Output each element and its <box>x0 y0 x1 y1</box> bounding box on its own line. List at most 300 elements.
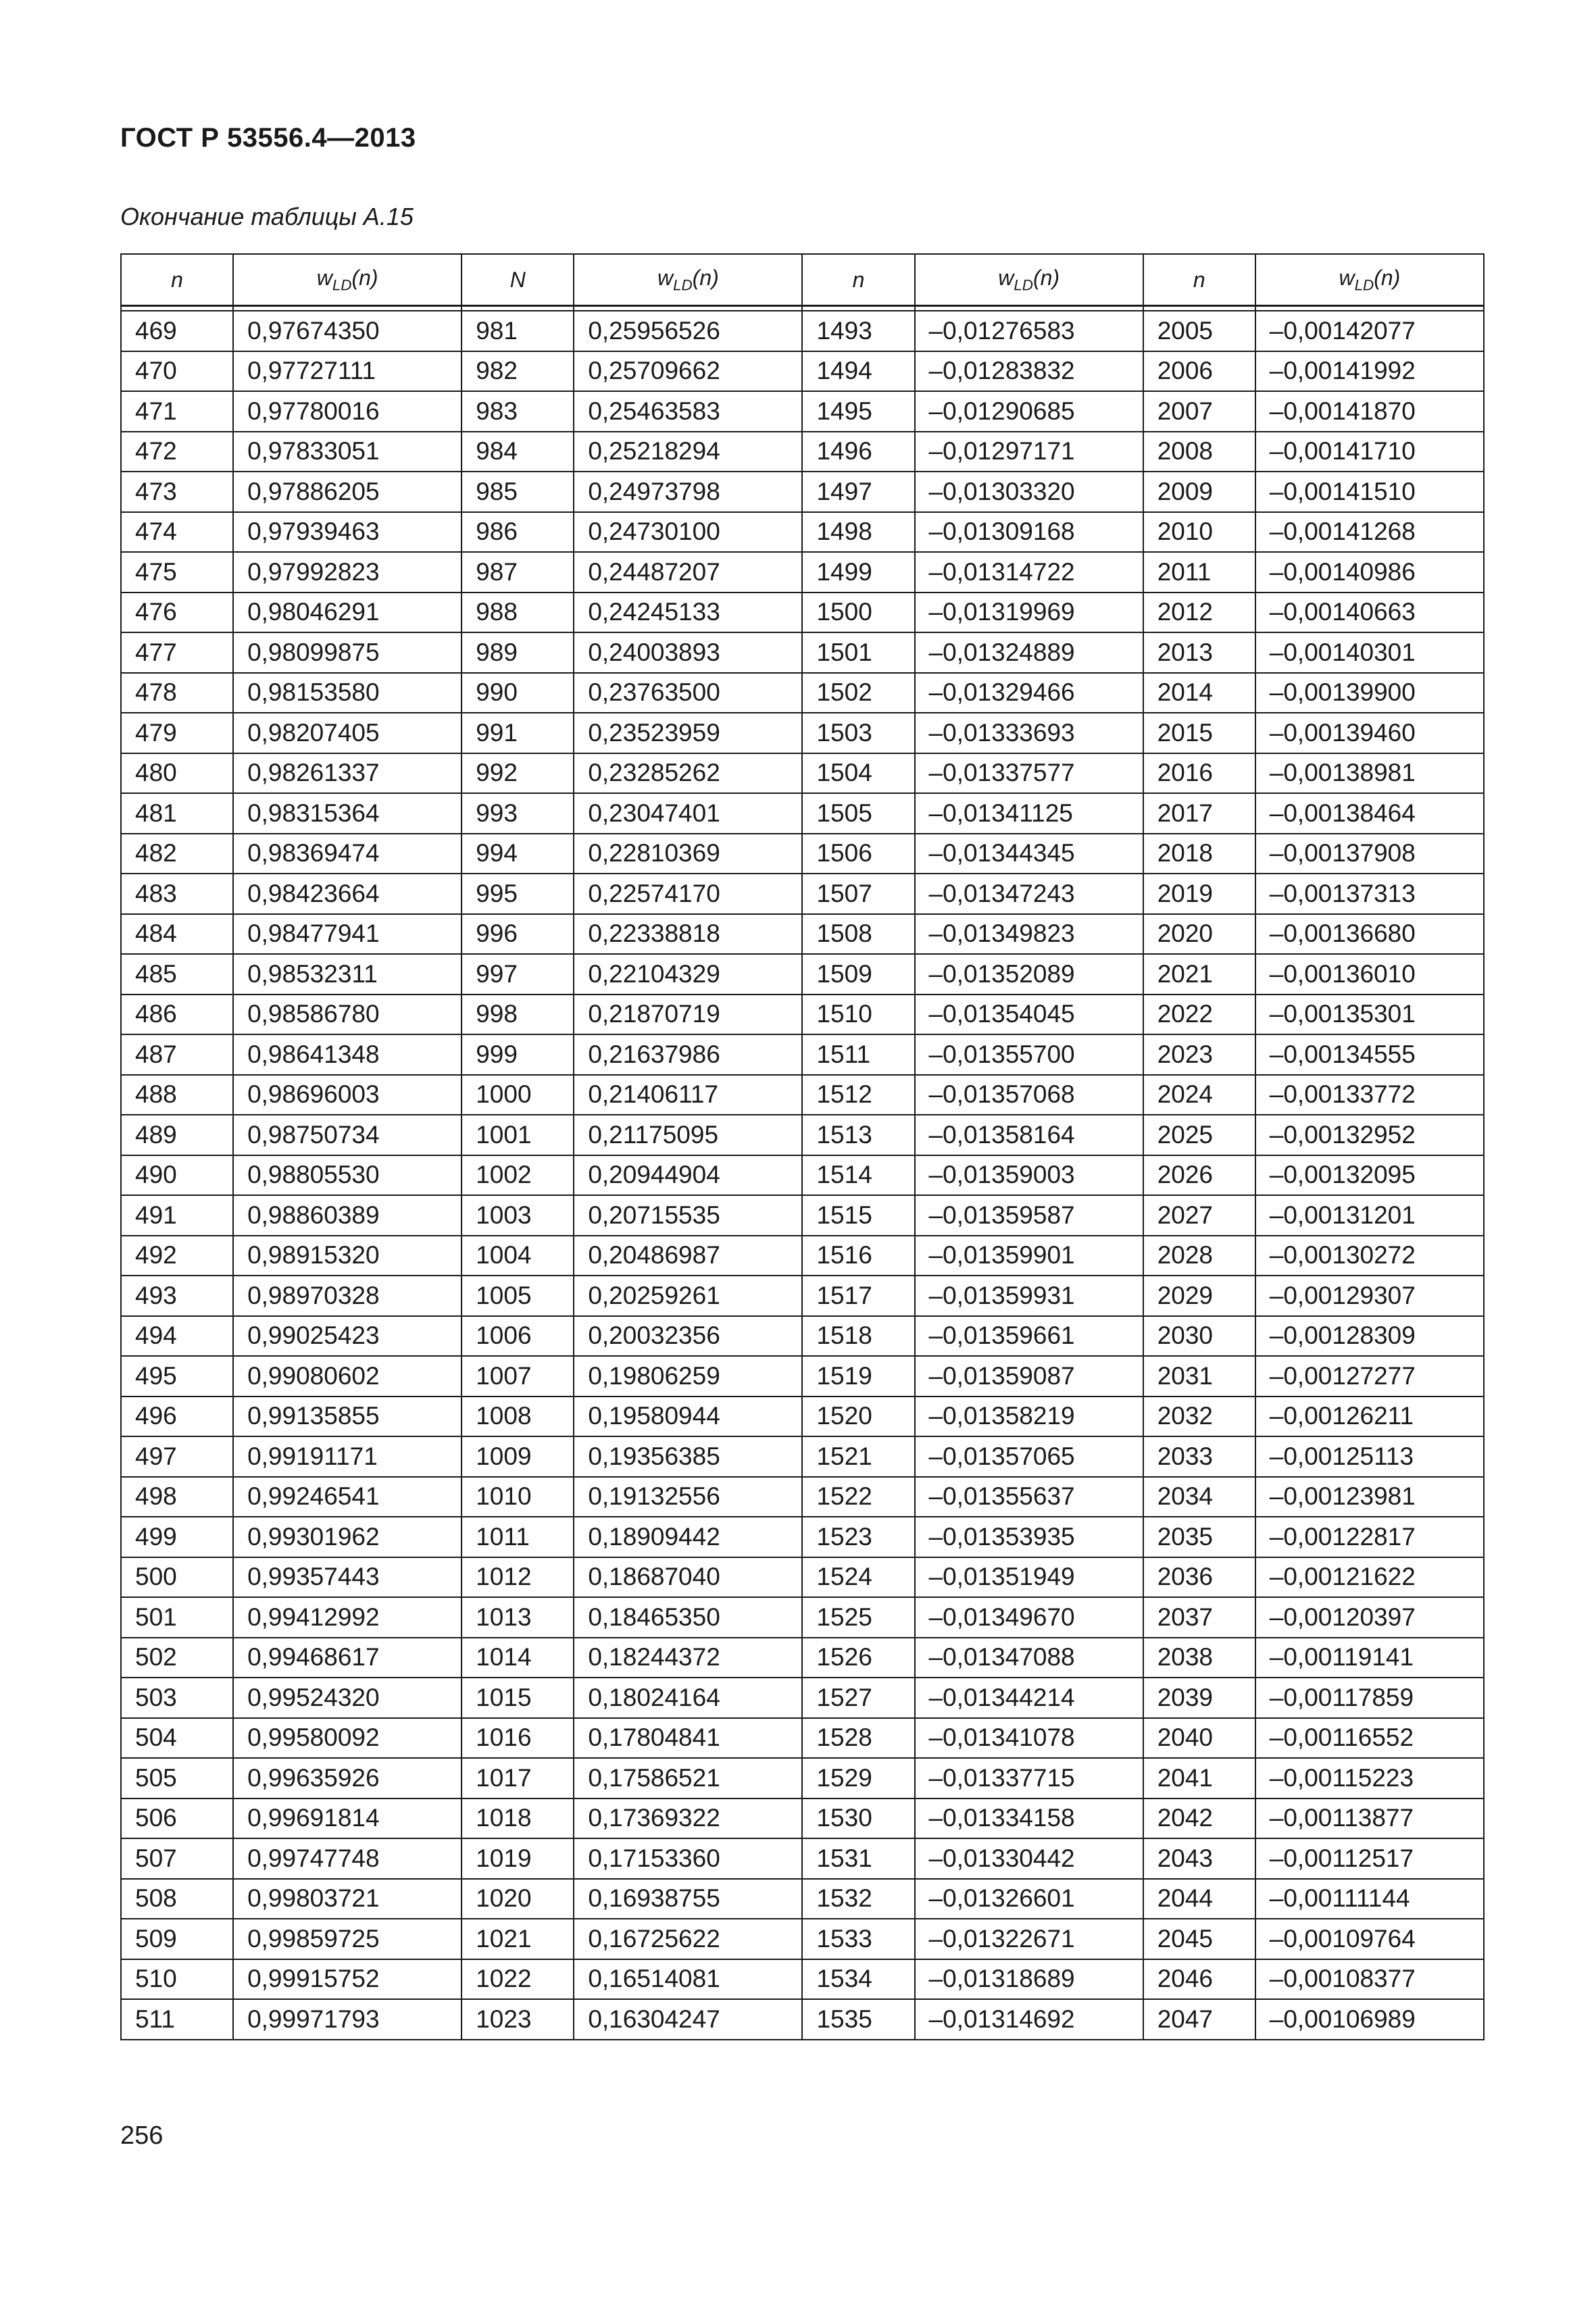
table-cell: 0,23285262 <box>574 753 802 794</box>
table-cell: 499 <box>121 1517 233 1557</box>
table-cell: 0,24973798 <box>574 472 802 512</box>
table-cell: 1008 <box>462 1397 574 1437</box>
table-cell: 1519 <box>802 1356 914 1397</box>
table-row <box>121 1799 1484 1839</box>
table-cell: 0,99580092 <box>233 1718 462 1759</box>
table-cell: 2023 <box>1143 1034 1255 1075</box>
table-cell: 995 <box>462 874 574 914</box>
column-header <box>1255 254 1484 306</box>
table-cell: 996 <box>462 914 574 955</box>
table-cell: –0,00141992 <box>1255 351 1484 392</box>
table-cell: –0,00134555 <box>1255 1034 1484 1075</box>
table-cell: 0,25709662 <box>574 351 802 392</box>
table-cell: 0,98315364 <box>233 793 462 834</box>
table-cell: 0,97727111 <box>233 351 462 392</box>
table-cell: 2040 <box>1143 1718 1255 1759</box>
table-cell: 1021 <box>462 1919 574 1959</box>
table-cell: 1530 <box>802 1799 914 1839</box>
column-header <box>574 254 802 306</box>
table-cell: –0,00131201 <box>1255 1195 1484 1236</box>
table-cell: 989 <box>462 632 574 673</box>
table-cell: 2044 <box>1143 1879 1255 1919</box>
table-cell: 0,19356385 <box>574 1436 802 1477</box>
table-cell: 495 <box>121 1356 233 1397</box>
table-cell: 492 <box>121 1236 233 1276</box>
table-cell: 0,99971793 <box>233 1999 462 2040</box>
table-cell: 2011 <box>1143 552 1255 593</box>
table-cell: 0,99859725 <box>233 1919 462 1959</box>
table-row <box>121 1758 1484 1799</box>
table-cell: 469 <box>121 311 233 351</box>
table-cell: –0,00129307 <box>1255 1276 1484 1316</box>
table-cell: 486 <box>121 995 233 1035</box>
table-cell: –0,01341125 <box>915 793 1143 834</box>
table-cell: 0,99915752 <box>233 1959 462 2000</box>
table-cell: 0,23763500 <box>574 673 802 713</box>
table-cell: 1499 <box>802 552 914 593</box>
table-cell: –0,01318689 <box>915 1959 1143 2000</box>
table-cell: –0,01297171 <box>915 432 1143 472</box>
table-cell: –0,01322671 <box>915 1919 1143 1959</box>
table-cell: 0,20944904 <box>574 1155 802 1196</box>
table-cell: 0,99747748 <box>233 1838 462 1879</box>
table-cell: 981 <box>462 311 574 351</box>
table-cell: 1019 <box>462 1838 574 1879</box>
table-cell: –0,00112517 <box>1255 1838 1484 1879</box>
table-cell: 985 <box>462 472 574 512</box>
column-header-label: w <box>1339 265 1355 290</box>
table-cell: 1018 <box>462 1799 574 1839</box>
table-row <box>121 1115 1484 1155</box>
table-row <box>121 1316 1484 1357</box>
table-cell: 2015 <box>1143 713 1255 753</box>
table-row <box>121 1276 1484 1316</box>
table-row <box>121 593 1484 633</box>
table-row <box>121 391 1484 432</box>
table-cell: 501 <box>121 1597 233 1638</box>
table-cell: –0,00135301 <box>1255 995 1484 1035</box>
table-cell: 2014 <box>1143 673 1255 713</box>
table-cell: –0,00117859 <box>1255 1678 1484 1718</box>
table-cell: 0,20032356 <box>574 1316 802 1357</box>
table-cell: 2043 <box>1143 1838 1255 1879</box>
table-row <box>121 834 1484 874</box>
table-cell: 990 <box>462 673 574 713</box>
table-cell: 482 <box>121 834 233 874</box>
table-row <box>121 1959 1484 2000</box>
table-cell: 0,25956526 <box>574 311 802 351</box>
table-cell: 1506 <box>802 834 914 874</box>
column-header-label: w <box>998 265 1014 290</box>
table-cell: 2031 <box>1143 1356 1255 1397</box>
table-cell: 1508 <box>802 914 914 955</box>
table-cell: 0,20486987 <box>574 1236 802 1276</box>
table-cell: –0,01283832 <box>915 351 1143 392</box>
table-cell: 476 <box>121 593 233 633</box>
table-row <box>121 512 1484 553</box>
table-row <box>121 1034 1484 1075</box>
table-cell: 2038 <box>1143 1638 1255 1678</box>
table-cell: 0,98532311 <box>233 954 462 995</box>
table-cell: –0,01347088 <box>915 1638 1143 1678</box>
table-cell: 0,98641348 <box>233 1034 462 1075</box>
table-cell: 2033 <box>1143 1436 1255 1477</box>
table-cell: 1013 <box>462 1597 574 1638</box>
table-cell: –0,01357065 <box>915 1436 1143 1477</box>
table-cell: 0,97674350 <box>233 311 462 351</box>
table-cell: 1529 <box>802 1758 914 1799</box>
table-cell: 475 <box>121 552 233 593</box>
table-cell: –0,00141870 <box>1255 391 1484 432</box>
table-row <box>121 1557 1484 1598</box>
table-cell: –0,01357068 <box>915 1075 1143 1115</box>
table-cell: 0,24487207 <box>574 552 802 593</box>
table-cell: –0,00125113 <box>1255 1436 1484 1477</box>
table-cell: 0,99246541 <box>233 1477 462 1517</box>
table-cell: 0,24003893 <box>574 632 802 673</box>
table-cell: 988 <box>462 593 574 633</box>
column-header <box>802 254 914 306</box>
column-header <box>233 254 462 306</box>
table-cell: –0,00133772 <box>1255 1075 1484 1115</box>
table-row <box>121 914 1484 955</box>
table-cell: 0,17153360 <box>574 1838 802 1879</box>
table-cell: 2035 <box>1143 1517 1255 1557</box>
table-cell: 1004 <box>462 1236 574 1276</box>
table-cell: 0,99357443 <box>233 1557 462 1598</box>
column-header <box>462 254 574 306</box>
table-cell: 984 <box>462 432 574 472</box>
table-cell: 0,98915320 <box>233 1236 462 1276</box>
table-cell: 1525 <box>802 1597 914 1638</box>
table-cell: 1513 <box>802 1115 914 1155</box>
table-cell: 1501 <box>802 632 914 673</box>
table-cell: 1006 <box>462 1316 574 1357</box>
table-cell: 2046 <box>1143 1959 1255 2000</box>
column-header-label: N <box>509 267 526 292</box>
table-cell: 0,22104329 <box>574 954 802 995</box>
table-cell: –0,00141510 <box>1255 472 1484 512</box>
table-cell: 1514 <box>802 1155 914 1196</box>
column-header-label: w <box>316 265 332 290</box>
table-cell: 493 <box>121 1276 233 1316</box>
table-cell: –0,00132095 <box>1255 1155 1484 1196</box>
table-cell: 503 <box>121 1678 233 1718</box>
table-cell: 478 <box>121 673 233 713</box>
table-cell: 0,98586780 <box>233 995 462 1035</box>
table-cell: 0,98153580 <box>233 673 462 713</box>
table-cell: –0,01319969 <box>915 593 1143 633</box>
table-cell: 0,98261337 <box>233 753 462 794</box>
table-cell: 1012 <box>462 1557 574 1598</box>
table-row <box>121 472 1484 512</box>
table-cell: 504 <box>121 1718 233 1759</box>
table-cell: 0,18244372 <box>574 1638 802 1678</box>
table-cell: 993 <box>462 793 574 834</box>
table-cell: 483 <box>121 874 233 914</box>
document-header: ГОСТ Р 53556.4—2013 <box>120 123 416 153</box>
table-row <box>121 995 1484 1035</box>
table-body <box>121 311 1484 2040</box>
table-cell: –0,00140986 <box>1255 552 1484 593</box>
table-cell: 487 <box>121 1034 233 1075</box>
table-cell: 0,97780016 <box>233 391 462 432</box>
table-cell: 1002 <box>462 1155 574 1196</box>
table-caption: Окончание таблицы А.15 <box>120 203 414 230</box>
table-cell: 2016 <box>1143 753 1255 794</box>
table-cell: 484 <box>121 914 233 955</box>
table-cell: 508 <box>121 1879 233 1919</box>
column-header <box>915 254 1143 306</box>
table-cell: –0,01358219 <box>915 1397 1143 1437</box>
table-cell: –0,01347243 <box>915 874 1143 914</box>
table-cell: 1531 <box>802 1838 914 1879</box>
table-cell: 1503 <box>802 713 914 753</box>
table-row <box>121 1477 1484 1517</box>
table-cell: 498 <box>121 1477 233 1517</box>
table-row <box>121 673 1484 713</box>
table-cell: –0,00122817 <box>1255 1517 1484 1557</box>
table-cell: 0,20715535 <box>574 1195 802 1236</box>
table-cell: 1007 <box>462 1356 574 1397</box>
column-header-label: n <box>171 267 183 292</box>
table-cell: 1528 <box>802 1718 914 1759</box>
table-cell: 0,19132556 <box>574 1477 802 1517</box>
table-cell: –0,00108377 <box>1255 1959 1484 2000</box>
table-cell: 1017 <box>462 1758 574 1799</box>
table-cell: 1532 <box>802 1879 914 1919</box>
table-cell: 1511 <box>802 1034 914 1075</box>
table-cell: 1510 <box>802 995 914 1035</box>
table-row <box>121 1678 1484 1718</box>
table-row <box>121 1517 1484 1557</box>
table-cell: 1020 <box>462 1879 574 1919</box>
column-header-subscript: LD <box>332 276 352 294</box>
column-header-subscript: LD <box>1354 276 1374 294</box>
table-cell: 0,21175095 <box>574 1115 802 1155</box>
table-cell: 1015 <box>462 1678 574 1718</box>
table-cell: –0,00137908 <box>1255 834 1484 874</box>
table-cell: –0,01359003 <box>915 1155 1143 1196</box>
table-cell: 0,98970328 <box>233 1276 462 1316</box>
table-cell: –0,01344214 <box>915 1678 1143 1718</box>
table-cell: 986 <box>462 512 574 553</box>
table-cell: 2010 <box>1143 512 1255 553</box>
table-cell: 2047 <box>1143 1999 1255 2040</box>
table-cell: 1496 <box>802 432 914 472</box>
table-cell: 474 <box>121 512 233 553</box>
table-cell: 489 <box>121 1115 233 1155</box>
table-cell: –0,01329466 <box>915 673 1143 713</box>
table-cell: –0,00106989 <box>1255 1999 1484 2040</box>
table-row <box>121 552 1484 593</box>
table-cell: 471 <box>121 391 233 432</box>
table-row <box>121 1436 1484 1477</box>
table-cell: 1523 <box>802 1517 914 1557</box>
table-cell: 2013 <box>1143 632 1255 673</box>
table-cell: 473 <box>121 472 233 512</box>
column-header-label: w <box>657 265 674 290</box>
table-cell: 0,98369474 <box>233 834 462 874</box>
table-cell: 0,98046291 <box>233 593 462 633</box>
column-header-label: n <box>1193 267 1205 292</box>
table-cell: 0,22338818 <box>574 914 802 955</box>
table-cell: 470 <box>121 351 233 392</box>
table-cell: 0,99635926 <box>233 1758 462 1799</box>
table-cell: –0,00141268 <box>1255 512 1484 553</box>
table-cell: 0,97886205 <box>233 472 462 512</box>
table-cell: 0,16514081 <box>574 1959 802 2000</box>
table-cell: 0,99691814 <box>233 1799 462 1839</box>
table-cell: –0,01359087 <box>915 1356 1143 1397</box>
column-header-argument: (n) <box>1374 265 1401 290</box>
table-cell: 987 <box>462 552 574 593</box>
table-row <box>121 1597 1484 1638</box>
table-cell: 1494 <box>802 351 914 392</box>
table-cell: 0,98207405 <box>233 713 462 753</box>
table-cell: 1516 <box>802 1236 914 1276</box>
table-row <box>121 311 1484 351</box>
table-cell: –0,01324889 <box>915 632 1143 673</box>
table-cell: –0,00139900 <box>1255 673 1484 713</box>
table-cell: –0,01354045 <box>915 995 1143 1035</box>
table-cell: 1518 <box>802 1316 914 1357</box>
table-cell: 1497 <box>802 472 914 512</box>
table-cell: –0,01333693 <box>915 713 1143 753</box>
column-header-subscript: LD <box>1014 276 1033 294</box>
table-cell: 1505 <box>802 793 914 834</box>
table-cell: –0,00136010 <box>1255 954 1484 995</box>
table-cell: 2019 <box>1143 874 1255 914</box>
table-cell: 2028 <box>1143 1236 1255 1276</box>
table-cell: –0,01326601 <box>915 1879 1143 1919</box>
column-header <box>121 254 233 306</box>
table-cell: 2022 <box>1143 995 1255 1035</box>
table-cell: 0,25463583 <box>574 391 802 432</box>
table-cell: 1515 <box>802 1195 914 1236</box>
table-cell: 0,97939463 <box>233 512 462 553</box>
table-cell: –0,00140301 <box>1255 632 1484 673</box>
table-cell: –0,01349823 <box>915 914 1143 955</box>
table-cell: –0,01351949 <box>915 1557 1143 1598</box>
table-cell: 2045 <box>1143 1919 1255 1959</box>
data-table <box>120 253 1485 2040</box>
table-cell: 1520 <box>802 1397 914 1437</box>
table-cell: 1003 <box>462 1195 574 1236</box>
table-cell: 1534 <box>802 1959 914 2000</box>
table-cell: –0,00111144 <box>1255 1879 1484 1919</box>
table-cell: 0,17804841 <box>574 1718 802 1759</box>
table-cell: –0,01334158 <box>915 1799 1143 1839</box>
table-cell: 0,99412992 <box>233 1597 462 1638</box>
table-cell: 1005 <box>462 1276 574 1316</box>
table-cell: 2039 <box>1143 1678 1255 1718</box>
table-cell: 983 <box>462 391 574 432</box>
table-cell: 1502 <box>802 673 914 713</box>
table-cell: 1509 <box>802 954 914 995</box>
table-cell: 982 <box>462 351 574 392</box>
table-cell: 0,18909442 <box>574 1517 802 1557</box>
table-cell: 0,21406117 <box>574 1075 802 1115</box>
table-cell: 1493 <box>802 311 914 351</box>
table-cell: 0,98099875 <box>233 632 462 673</box>
table-cell: 1001 <box>462 1115 574 1155</box>
table-row <box>121 1397 1484 1437</box>
table-row <box>121 1718 1484 1759</box>
table-cell: –0,00116552 <box>1255 1718 1484 1759</box>
table-cell: –0,00128309 <box>1255 1316 1484 1357</box>
table-cell: –0,00121622 <box>1255 1557 1484 1598</box>
table-row <box>121 1638 1484 1678</box>
table-cell: 0,99803721 <box>233 1879 462 1919</box>
table-row <box>121 874 1484 914</box>
table-cell: 0,18465350 <box>574 1597 802 1638</box>
table-cell: –0,00140663 <box>1255 593 1484 633</box>
table-cell: 0,17369322 <box>574 1799 802 1839</box>
table-cell: –0,00142077 <box>1255 311 1484 351</box>
table-cell: 0,98750734 <box>233 1115 462 1155</box>
table-cell: 997 <box>462 954 574 995</box>
table-cell: –0,01355700 <box>915 1034 1143 1075</box>
table-cell: 0,24245133 <box>574 593 802 633</box>
table-cell: –0,00139460 <box>1255 713 1484 753</box>
table-cell: 0,99080602 <box>233 1356 462 1397</box>
table-cell: –0,00138981 <box>1255 753 1484 794</box>
table-cell: 481 <box>121 793 233 834</box>
table-cell: 0,99468617 <box>233 1638 462 1678</box>
table-cell: –0,00132952 <box>1255 1115 1484 1155</box>
table-cell: –0,01314692 <box>915 1999 1143 2040</box>
table-cell: 2009 <box>1143 472 1255 512</box>
table-cell: 506 <box>121 1799 233 1839</box>
table-cell: 1023 <box>462 1999 574 2040</box>
table-cell: 505 <box>121 1758 233 1799</box>
table-cell: –0,01353935 <box>915 1517 1143 1557</box>
table-cell: 998 <box>462 995 574 1035</box>
table-cell: –0,01359661 <box>915 1316 1143 1357</box>
table-cell: 2027 <box>1143 1195 1255 1236</box>
table-cell: 1521 <box>802 1436 914 1477</box>
table-cell: 1526 <box>802 1638 914 1678</box>
table-cell: –0,00136680 <box>1255 914 1484 955</box>
table-cell: 0,97833051 <box>233 432 462 472</box>
table-cell: 0,18687040 <box>574 1557 802 1598</box>
table-cell: 497 <box>121 1436 233 1477</box>
table-cell: 2041 <box>1143 1758 1255 1799</box>
table-cell: –0,00130272 <box>1255 1236 1484 1276</box>
table-cell: 0,22810369 <box>574 834 802 874</box>
table-cell: 1014 <box>462 1638 574 1678</box>
table-cell: 0,99025423 <box>233 1316 462 1357</box>
table-cell: 1524 <box>802 1557 914 1598</box>
table-cell: –0,01359931 <box>915 1276 1143 1316</box>
table-cell: 472 <box>121 432 233 472</box>
table-cell: –0,01359587 <box>915 1195 1143 1236</box>
table-cell: 1507 <box>802 874 914 914</box>
table-cell: 2012 <box>1143 593 1255 633</box>
table-cell: 994 <box>462 834 574 874</box>
table-cell: 1500 <box>802 593 914 633</box>
table-cell: –0,01330442 <box>915 1838 1143 1879</box>
table-cell: 510 <box>121 1959 233 2000</box>
table-cell: 1498 <box>802 512 914 553</box>
table-cell: 0,20259261 <box>574 1276 802 1316</box>
table-cell: 1527 <box>802 1678 914 1718</box>
table-cell: 1533 <box>802 1919 914 1959</box>
table-cell: 507 <box>121 1838 233 1879</box>
table-cell: –0,00113877 <box>1255 1799 1484 1839</box>
table-cell: 2042 <box>1143 1799 1255 1839</box>
